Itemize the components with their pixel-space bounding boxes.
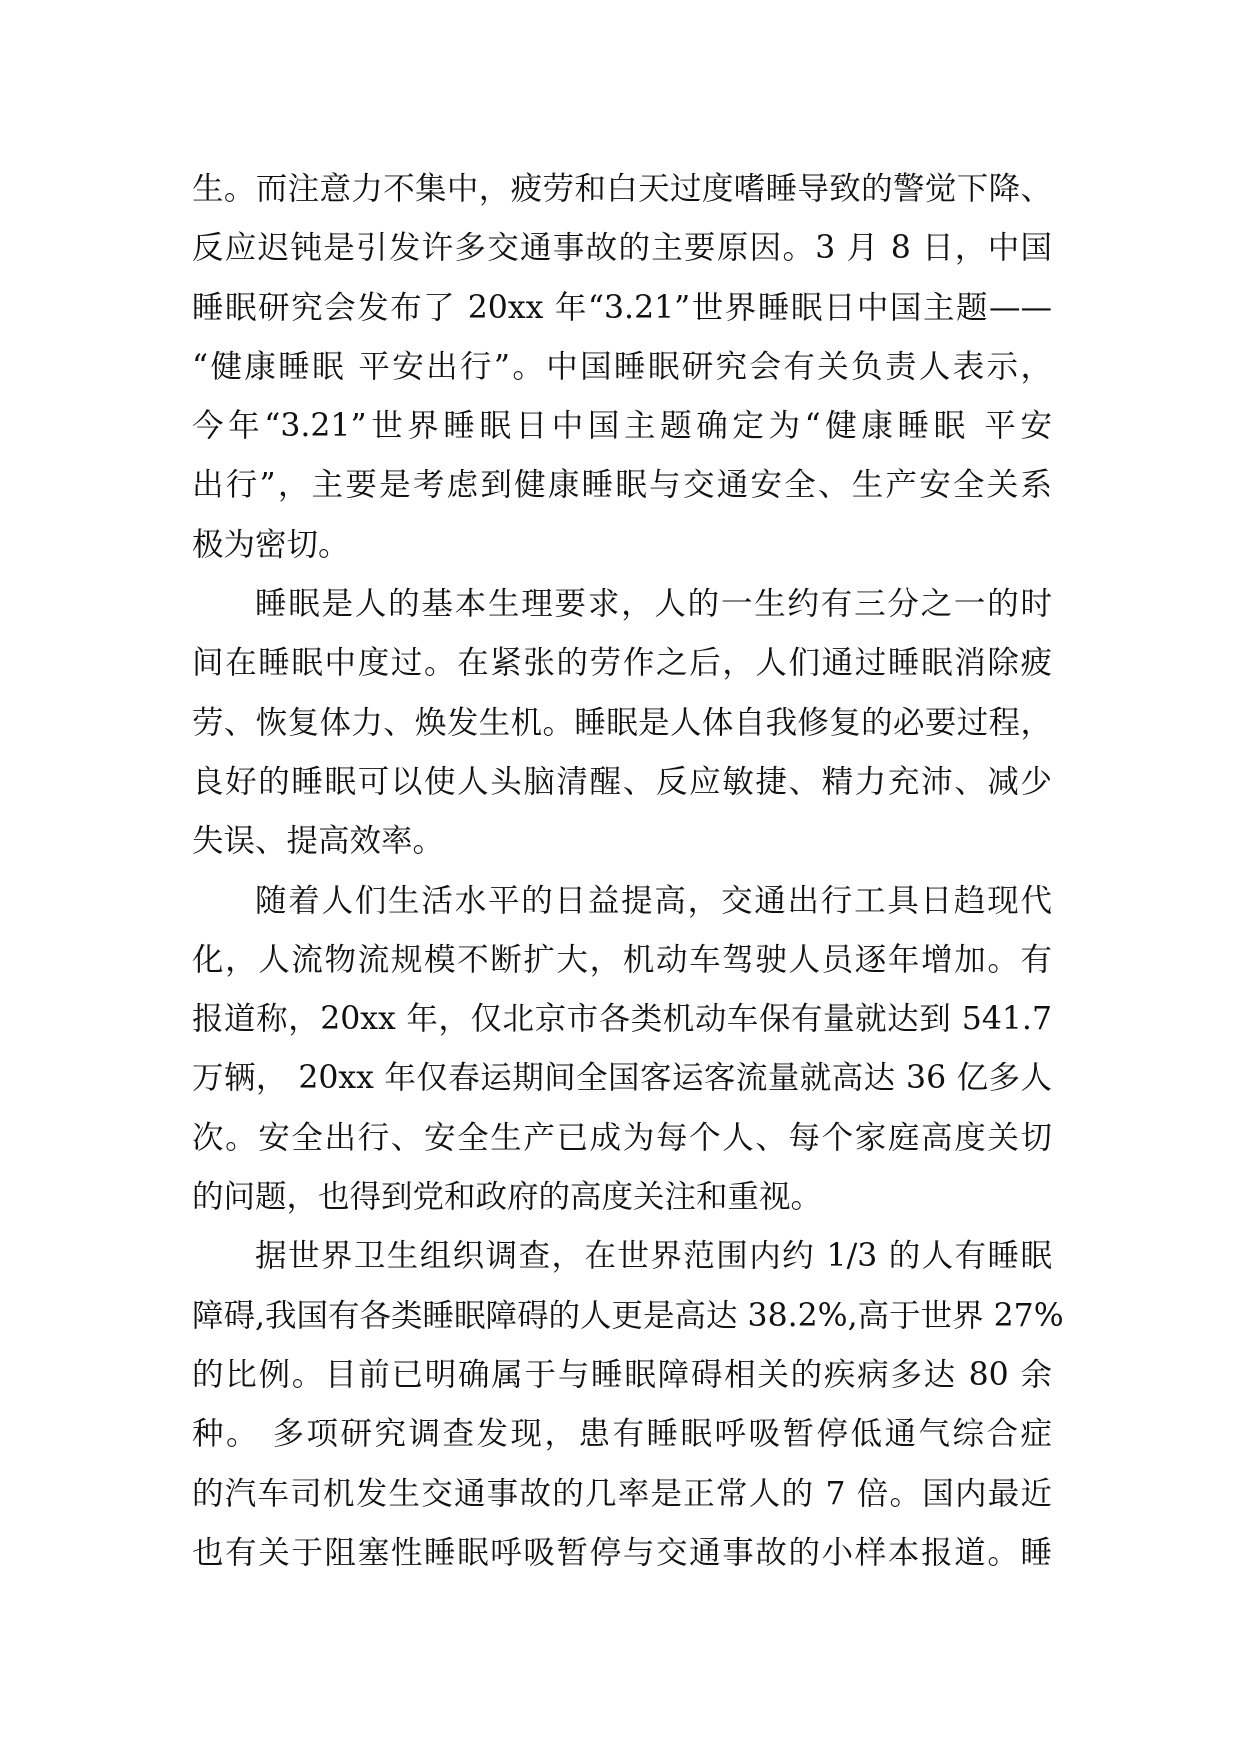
text-line: 失误、提高效率。 xyxy=(192,823,445,860)
text-line: 反应迟钝是引发许多交通事故的主要原因。3 月 8 日，中国 xyxy=(192,230,1052,267)
text-line: 的问题，也得到党和政府的高度关注和重视。 xyxy=(192,1179,823,1216)
text-line: 次。安全出行、安全生产已成为每个人、每个家庭高度关切 xyxy=(192,1119,1052,1156)
text-line: 化，人流物流规模不断扩大，机动车驾驶人员逐年增加。有 xyxy=(192,941,1052,978)
text-line: 种。 多项研究调查发现，患有睡眠呼吸暂停低通气综合症 xyxy=(192,1416,1052,1453)
paragraph-first-line: 据世界卫生组织调查，在世界范围内约 1/3 的人有睡眠 xyxy=(255,1238,1052,1275)
document-body xyxy=(192,160,1064,1583)
paragraph-first-line: 随着人们生活水平的日益提高，交通出行工具日趋现代 xyxy=(255,882,1052,919)
text-line: 万辆， 20xx 年仅春运期间全国客运客流量就高达 36 亿多人 xyxy=(192,1060,1052,1097)
text-line: 良好的睡眠可以使人头脑清醒、反应敏捷、精力充沛、减少 xyxy=(192,763,1052,800)
text-line: 睡眠研究会发布了 20xx 年“3.21”世界睡眠日中国主题—— xyxy=(192,289,1052,326)
text-line: 出行”，主要是考虑到健康睡眠与交通安全、生产安全关系 xyxy=(192,467,1052,504)
text-line: 障碍,我国有各类睡眠障碍的人更是高达 38.2%,高于世界 27% xyxy=(192,1297,1064,1334)
text-line: 生。而注意力不集中，疲劳和白天过度嗜睡导致的警觉下降、 xyxy=(192,171,1052,207)
text-line: 也有关于阻塞性睡眠呼吸暂停与交通事故的小样本报道。睡 xyxy=(192,1534,1052,1571)
text-line: 今年“3.21”世界睡眠日中国主题确定为“健康睡眠 平安 xyxy=(192,408,1052,445)
text-line: 的汽车司机发生交通事故的几率是正常人的 7 倍。国内最近 xyxy=(192,1475,1052,1512)
text-line: 极为密切。 xyxy=(192,526,350,563)
text-line: 报道称，20xx 年，仅北京市各类机动车保有量就达到 541.7 xyxy=(192,1001,1052,1038)
paragraph-first-line: 睡眠是人的基本生理要求，人的一生约有三分之一的时 xyxy=(255,586,1052,623)
text-line: 的比例。目前已明确属于与睡眠障碍相关的疾病多达 80 余 xyxy=(192,1356,1052,1393)
text-line: 劳、恢复体力、焕发生机。睡眠是人体自我修复的必要过程， xyxy=(192,704,1052,741)
text-line: 间在睡眠中度过。在紧张的劳作之后，人们通过睡眠消除疲 xyxy=(192,645,1052,682)
text-line: “健康睡眠 平安出行”。中国睡眠研究会有关负责人表示， xyxy=(192,348,1052,385)
